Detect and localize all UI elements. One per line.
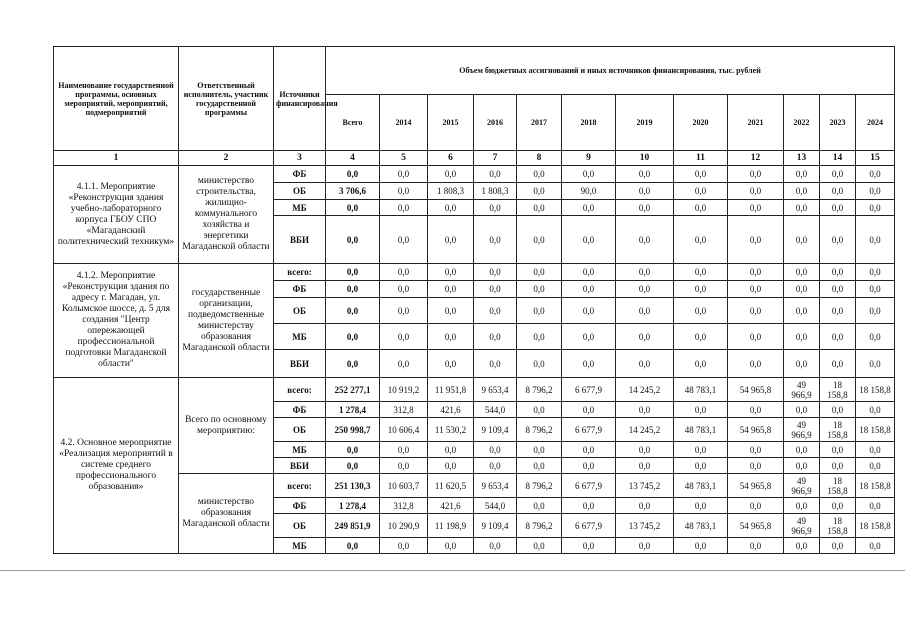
total-cell: 0,0 <box>326 264 380 281</box>
value-cell: 0,0 <box>784 498 820 514</box>
value-cell: 8 796,2 <box>517 474 562 498</box>
value-cell: 0,0 <box>728 458 784 474</box>
column-number: 4 <box>326 151 380 166</box>
header-year: 2014 <box>380 95 428 151</box>
value-cell: 0,0 <box>517 298 562 324</box>
value-cell: 11 198,9 <box>428 514 474 538</box>
value-cell: 48 783,1 <box>674 418 728 442</box>
value-cell: 8 796,2 <box>517 418 562 442</box>
value-cell: 0,0 <box>820 264 856 281</box>
value-cell: 0,0 <box>728 538 784 554</box>
value-cell: 54 965,8 <box>728 514 784 538</box>
measure-name: 4.1.1. Мероприятие «Реконструкция здания учебно-лабораторного корпуса ГБОУ СПО «Магаданский политехнический техникум» <box>54 166 179 264</box>
value-cell: 0,0 <box>380 458 428 474</box>
value-cell: 10 603,7 <box>380 474 428 498</box>
source-cell: ФБ <box>274 498 326 514</box>
value-cell: 0,0 <box>474 264 517 281</box>
value-cell: 0,0 <box>674 442 728 458</box>
value-cell: 0,0 <box>474 200 517 216</box>
value-cell: 0,0 <box>562 538 616 554</box>
value-cell: 9 653,4 <box>474 378 517 402</box>
value-cell: 0,0 <box>728 350 784 378</box>
value-cell: 13 745,2 <box>616 474 674 498</box>
value-cell: 18 158,8 <box>856 474 895 498</box>
source-cell: ВБИ <box>274 350 326 378</box>
total-cell: 250 998,7 <box>326 418 380 442</box>
value-cell: 0,0 <box>674 281 728 298</box>
total-cell: 0,0 <box>326 200 380 216</box>
source-cell: МБ <box>274 200 326 216</box>
value-cell: 0,0 <box>820 442 856 458</box>
page-fold-line <box>0 570 905 571</box>
measure-name: 4.1.2. Мероприятие «Реконструкция здания по адресу г. Магадан, ул. Колымское шоссе, д. 5 для создания "Центр опережающей профессиональной подготовки Магаданской области" <box>54 264 179 378</box>
value-cell: 0,0 <box>784 442 820 458</box>
value-cell: 0,0 <box>674 498 728 514</box>
value-cell: 48 783,1 <box>674 514 728 538</box>
value-cell: 312,8 <box>380 498 428 514</box>
value-cell: 0,0 <box>728 298 784 324</box>
source-cell: ФБ <box>274 281 326 298</box>
value-cell: 0,0 <box>517 200 562 216</box>
value-cell: 0,0 <box>784 458 820 474</box>
header-year: 2020 <box>674 95 728 151</box>
value-cell: 0,0 <box>674 264 728 281</box>
source-cell: ОБ <box>274 298 326 324</box>
value-cell: 0,0 <box>616 166 674 183</box>
value-cell: 0,0 <box>728 200 784 216</box>
value-cell: 0,0 <box>428 298 474 324</box>
value-cell: 0,0 <box>820 402 856 418</box>
value-cell: 0,0 <box>784 402 820 418</box>
value-cell: 0,0 <box>562 350 616 378</box>
total-cell: 0,0 <box>326 298 380 324</box>
value-cell: 18 158,8 <box>856 418 895 442</box>
value-cell: 0,0 <box>728 166 784 183</box>
source-cell: ОБ <box>274 514 326 538</box>
header-year: 2021 <box>728 95 784 151</box>
value-cell: 0,0 <box>428 264 474 281</box>
financing-table <box>53 46 895 554</box>
value-cell: 54 965,8 <box>728 378 784 402</box>
value-cell: 11 530,2 <box>428 418 474 442</box>
value-cell: 0,0 <box>784 538 820 554</box>
column-number: 13 <box>784 151 820 166</box>
header-responsible: Ответственный исполнитель, участник государственной программы <box>179 47 274 151</box>
value-cell: 6 677,9 <box>562 514 616 538</box>
value-cell: 0,0 <box>856 458 895 474</box>
total-cell: 0,0 <box>326 281 380 298</box>
value-cell: 18 158,8 <box>856 514 895 538</box>
column-number: 3 <box>274 151 326 166</box>
total-cell: 0,0 <box>326 442 380 458</box>
value-cell: 0,0 <box>820 216 856 264</box>
value-cell: 0,0 <box>474 324 517 350</box>
value-cell: 0,0 <box>616 281 674 298</box>
source-cell: всего: <box>274 378 326 402</box>
value-cell: 0,0 <box>616 183 674 200</box>
source-cell: ОБ <box>274 418 326 442</box>
value-cell: 0,0 <box>856 538 895 554</box>
total-cell: 1 278,4 <box>326 402 380 418</box>
value-cell: 0,0 <box>856 264 895 281</box>
value-cell: 49 966,9 <box>784 378 820 402</box>
responsible-executor: министерство строительства, жилищно-коммунального хозяйства и энергетики Магаданской области <box>179 166 274 264</box>
value-cell: 0,0 <box>856 200 895 216</box>
value-cell: 312,8 <box>380 402 428 418</box>
value-cell: 0,0 <box>674 183 728 200</box>
header-name: Наименование государственной программы, основных мероприятий, мероприятий, подмероприятий <box>54 47 179 151</box>
value-cell: 544,0 <box>474 498 517 514</box>
header-year: 2016 <box>474 95 517 151</box>
value-cell: 0,0 <box>856 324 895 350</box>
source-cell: всего: <box>274 264 326 281</box>
value-cell: 0,0 <box>428 324 474 350</box>
value-cell: 0,0 <box>674 538 728 554</box>
column-number: 15 <box>856 151 895 166</box>
value-cell: 9 653,4 <box>474 474 517 498</box>
value-cell: 0,0 <box>674 200 728 216</box>
source-cell: МБ <box>274 324 326 350</box>
value-cell: 0,0 <box>474 442 517 458</box>
value-cell: 0,0 <box>562 402 616 418</box>
header-year: 2015 <box>428 95 474 151</box>
header-year: 2023 <box>820 95 856 151</box>
value-cell: 0,0 <box>474 350 517 378</box>
value-cell: 0,0 <box>784 200 820 216</box>
value-cell: 14 245,2 <box>616 378 674 402</box>
column-number: 8 <box>517 151 562 166</box>
column-number: 5 <box>380 151 428 166</box>
value-cell: 0,0 <box>784 324 820 350</box>
total-cell: 0,0 <box>326 458 380 474</box>
value-cell: 0,0 <box>428 281 474 298</box>
value-cell: 6 677,9 <box>562 418 616 442</box>
column-number: 7 <box>474 151 517 166</box>
value-cell: 0,0 <box>428 166 474 183</box>
value-cell: 0,0 <box>856 216 895 264</box>
value-cell: 0,0 <box>728 216 784 264</box>
header-year: 2019 <box>616 95 674 151</box>
total-cell: 1 278,4 <box>326 498 380 514</box>
value-cell: 0,0 <box>674 298 728 324</box>
value-cell: 0,0 <box>517 442 562 458</box>
responsible-executor: государственные организации, подведомственные министерству образования Магаданской области <box>179 264 274 378</box>
total-cell: 251 130,3 <box>326 474 380 498</box>
value-cell: 0,0 <box>562 216 616 264</box>
total-cell: 0,0 <box>326 538 380 554</box>
value-cell: 18 158,8 <box>820 474 856 498</box>
value-cell: 0,0 <box>517 216 562 264</box>
value-cell: 0,0 <box>820 324 856 350</box>
value-cell: 0,0 <box>856 350 895 378</box>
value-cell: 0,0 <box>728 324 784 350</box>
value-cell: 0,0 <box>474 166 517 183</box>
value-cell: 0,0 <box>428 458 474 474</box>
source-cell: ВБИ <box>274 458 326 474</box>
value-cell: 0,0 <box>674 402 728 418</box>
value-cell: 0,0 <box>616 350 674 378</box>
value-cell: 0,0 <box>856 298 895 324</box>
total-cell: 249 851,9 <box>326 514 380 538</box>
value-cell: 0,0 <box>474 458 517 474</box>
value-cell: 0,0 <box>562 442 616 458</box>
value-cell: 10 290,9 <box>380 514 428 538</box>
value-cell: 0,0 <box>474 538 517 554</box>
value-cell: 0,0 <box>562 458 616 474</box>
value-cell: 0,0 <box>674 166 728 183</box>
value-cell: 0,0 <box>428 442 474 458</box>
value-cell: 49 966,9 <box>784 474 820 498</box>
value-cell: 18 158,8 <box>820 514 856 538</box>
value-cell: 0,0 <box>616 264 674 281</box>
value-cell: 0,0 <box>517 281 562 298</box>
value-cell: 0,0 <box>380 298 428 324</box>
value-cell: 0,0 <box>562 264 616 281</box>
value-cell: 0,0 <box>380 183 428 200</box>
source-cell: МБ <box>274 442 326 458</box>
value-cell: 0,0 <box>428 538 474 554</box>
value-cell: 0,0 <box>856 442 895 458</box>
column-number: 2 <box>179 151 274 166</box>
value-cell: 48 783,1 <box>674 378 728 402</box>
value-cell: 0,0 <box>380 350 428 378</box>
value-cell: 0,0 <box>820 458 856 474</box>
value-cell: 0,0 <box>820 183 856 200</box>
value-cell: 0,0 <box>474 281 517 298</box>
value-cell: 0,0 <box>380 442 428 458</box>
value-cell: 0,0 <box>728 442 784 458</box>
value-cell: 90,0 <box>562 183 616 200</box>
column-number: 9 <box>562 151 616 166</box>
value-cell: 54 965,8 <box>728 418 784 442</box>
value-cell: 0,0 <box>728 402 784 418</box>
value-cell: 0,0 <box>820 498 856 514</box>
value-cell: 0,0 <box>474 298 517 324</box>
value-cell: 8 796,2 <box>517 378 562 402</box>
value-cell: 0,0 <box>562 200 616 216</box>
value-cell: 0,0 <box>820 350 856 378</box>
value-cell: 0,0 <box>517 538 562 554</box>
header-source: Источники финансирования <box>274 47 326 151</box>
value-cell: 0,0 <box>517 350 562 378</box>
header-year: 2018 <box>562 95 616 151</box>
header-total: Всего <box>326 95 380 151</box>
value-cell: 0,0 <box>380 324 428 350</box>
value-cell: 0,0 <box>616 324 674 350</box>
value-cell: 0,0 <box>517 498 562 514</box>
source-cell: МБ <box>274 538 326 554</box>
value-cell: 0,0 <box>784 216 820 264</box>
value-cell: 0,0 <box>428 350 474 378</box>
value-cell: 1 808,3 <box>474 183 517 200</box>
value-cell: 0,0 <box>616 498 674 514</box>
value-cell: 0,0 <box>728 264 784 281</box>
value-cell: 0,0 <box>820 166 856 183</box>
value-cell: 0,0 <box>784 166 820 183</box>
column-number: 14 <box>820 151 856 166</box>
value-cell: 0,0 <box>616 458 674 474</box>
value-cell: 421,6 <box>428 498 474 514</box>
source-cell: ВБИ <box>274 216 326 264</box>
value-cell: 0,0 <box>380 200 428 216</box>
source-cell: ФБ <box>274 402 326 418</box>
value-cell: 0,0 <box>517 458 562 474</box>
value-cell: 8 796,2 <box>517 514 562 538</box>
value-cell: 6 677,9 <box>562 474 616 498</box>
value-cell: 0,0 <box>474 216 517 264</box>
measure-name: 4.2. Основное мероприятие «Реализация мероприятий в системе среднего профессионального образования» <box>54 378 179 554</box>
source-cell: ФБ <box>274 166 326 183</box>
value-cell: 0,0 <box>616 298 674 324</box>
value-cell: 0,0 <box>784 281 820 298</box>
responsible-executor: министерство образования Магаданской области <box>179 474 274 554</box>
value-cell: 0,0 <box>784 183 820 200</box>
value-cell: 0,0 <box>856 166 895 183</box>
value-cell: 18 158,8 <box>820 378 856 402</box>
column-number: 11 <box>674 151 728 166</box>
column-number: 1 <box>54 151 179 166</box>
value-cell: 0,0 <box>784 350 820 378</box>
value-cell: 0,0 <box>616 442 674 458</box>
value-cell: 48 783,1 <box>674 474 728 498</box>
value-cell: 421,6 <box>428 402 474 418</box>
value-cell: 0,0 <box>428 200 474 216</box>
value-cell: 11 620,5 <box>428 474 474 498</box>
value-cell: 0,0 <box>728 281 784 298</box>
value-cell: 0,0 <box>674 216 728 264</box>
value-cell: 0,0 <box>380 264 428 281</box>
total-cell: 252 277,1 <box>326 378 380 402</box>
value-cell: 18 158,8 <box>820 418 856 442</box>
value-cell: 0,0 <box>562 298 616 324</box>
value-cell: 0,0 <box>674 458 728 474</box>
column-number: 10 <box>616 151 674 166</box>
value-cell: 0,0 <box>562 324 616 350</box>
value-cell: 0,0 <box>517 264 562 281</box>
total-cell: 0,0 <box>326 166 380 183</box>
value-cell: 0,0 <box>674 350 728 378</box>
column-number: 6 <box>428 151 474 166</box>
value-cell: 0,0 <box>562 281 616 298</box>
value-cell: 0,0 <box>616 216 674 264</box>
value-cell: 0,0 <box>784 264 820 281</box>
total-cell: 0,0 <box>326 324 380 350</box>
value-cell: 0,0 <box>856 183 895 200</box>
value-cell: 14 245,2 <box>616 418 674 442</box>
total-cell: 0,0 <box>326 216 380 264</box>
source-cell: ОБ <box>274 183 326 200</box>
value-cell: 0,0 <box>820 281 856 298</box>
value-cell: 0,0 <box>517 183 562 200</box>
value-cell: 0,0 <box>562 166 616 183</box>
value-cell: 0,0 <box>517 402 562 418</box>
value-cell: 0,0 <box>616 402 674 418</box>
value-cell: 0,0 <box>380 166 428 183</box>
column-number: 12 <box>728 151 784 166</box>
total-cell: 3 706,6 <box>326 183 380 200</box>
value-cell: 0,0 <box>616 200 674 216</box>
value-cell: 0,0 <box>562 498 616 514</box>
value-cell: 0,0 <box>856 498 895 514</box>
value-cell: 0,0 <box>820 200 856 216</box>
value-cell: 0,0 <box>517 324 562 350</box>
value-cell: 544,0 <box>474 402 517 418</box>
value-cell: 18 158,8 <box>856 378 895 402</box>
value-cell: 0,0 <box>784 298 820 324</box>
value-cell: 0,0 <box>856 281 895 298</box>
header-year: 2024 <box>856 95 895 151</box>
value-cell: 1 808,3 <box>428 183 474 200</box>
value-cell: 54 965,8 <box>728 474 784 498</box>
value-cell: 0,0 <box>856 402 895 418</box>
value-cell: 0,0 <box>820 298 856 324</box>
header-year: 2022 <box>784 95 820 151</box>
value-cell: 9 109,4 <box>474 418 517 442</box>
value-cell: 10 606,4 <box>380 418 428 442</box>
value-cell: 6 677,9 <box>562 378 616 402</box>
value-cell: 0,0 <box>674 324 728 350</box>
value-cell: 10 919,2 <box>380 378 428 402</box>
value-cell: 9 109,4 <box>474 514 517 538</box>
value-cell: 11 951,8 <box>428 378 474 402</box>
value-cell: 0,0 <box>380 538 428 554</box>
total-cell: 0,0 <box>326 350 380 378</box>
source-cell: всего: <box>274 474 326 498</box>
value-cell: 0,0 <box>728 183 784 200</box>
responsible-executor: Всего по основному мероприятию: <box>179 378 274 474</box>
value-cell: 0,0 <box>616 538 674 554</box>
value-cell: 13 745,2 <box>616 514 674 538</box>
value-cell: 0,0 <box>380 281 428 298</box>
value-cell: 0,0 <box>820 538 856 554</box>
value-cell: 0,0 <box>728 498 784 514</box>
value-cell: 0,0 <box>517 166 562 183</box>
header-year: 2017 <box>517 95 562 151</box>
value-cell: 0,0 <box>380 216 428 264</box>
value-cell: 49 966,9 <box>784 514 820 538</box>
value-cell: 49 966,9 <box>784 418 820 442</box>
header-volume: Объем бюджетных ассигнований и иных источников финансирования, тыс. рублей <box>326 47 895 95</box>
value-cell: 0,0 <box>428 216 474 264</box>
